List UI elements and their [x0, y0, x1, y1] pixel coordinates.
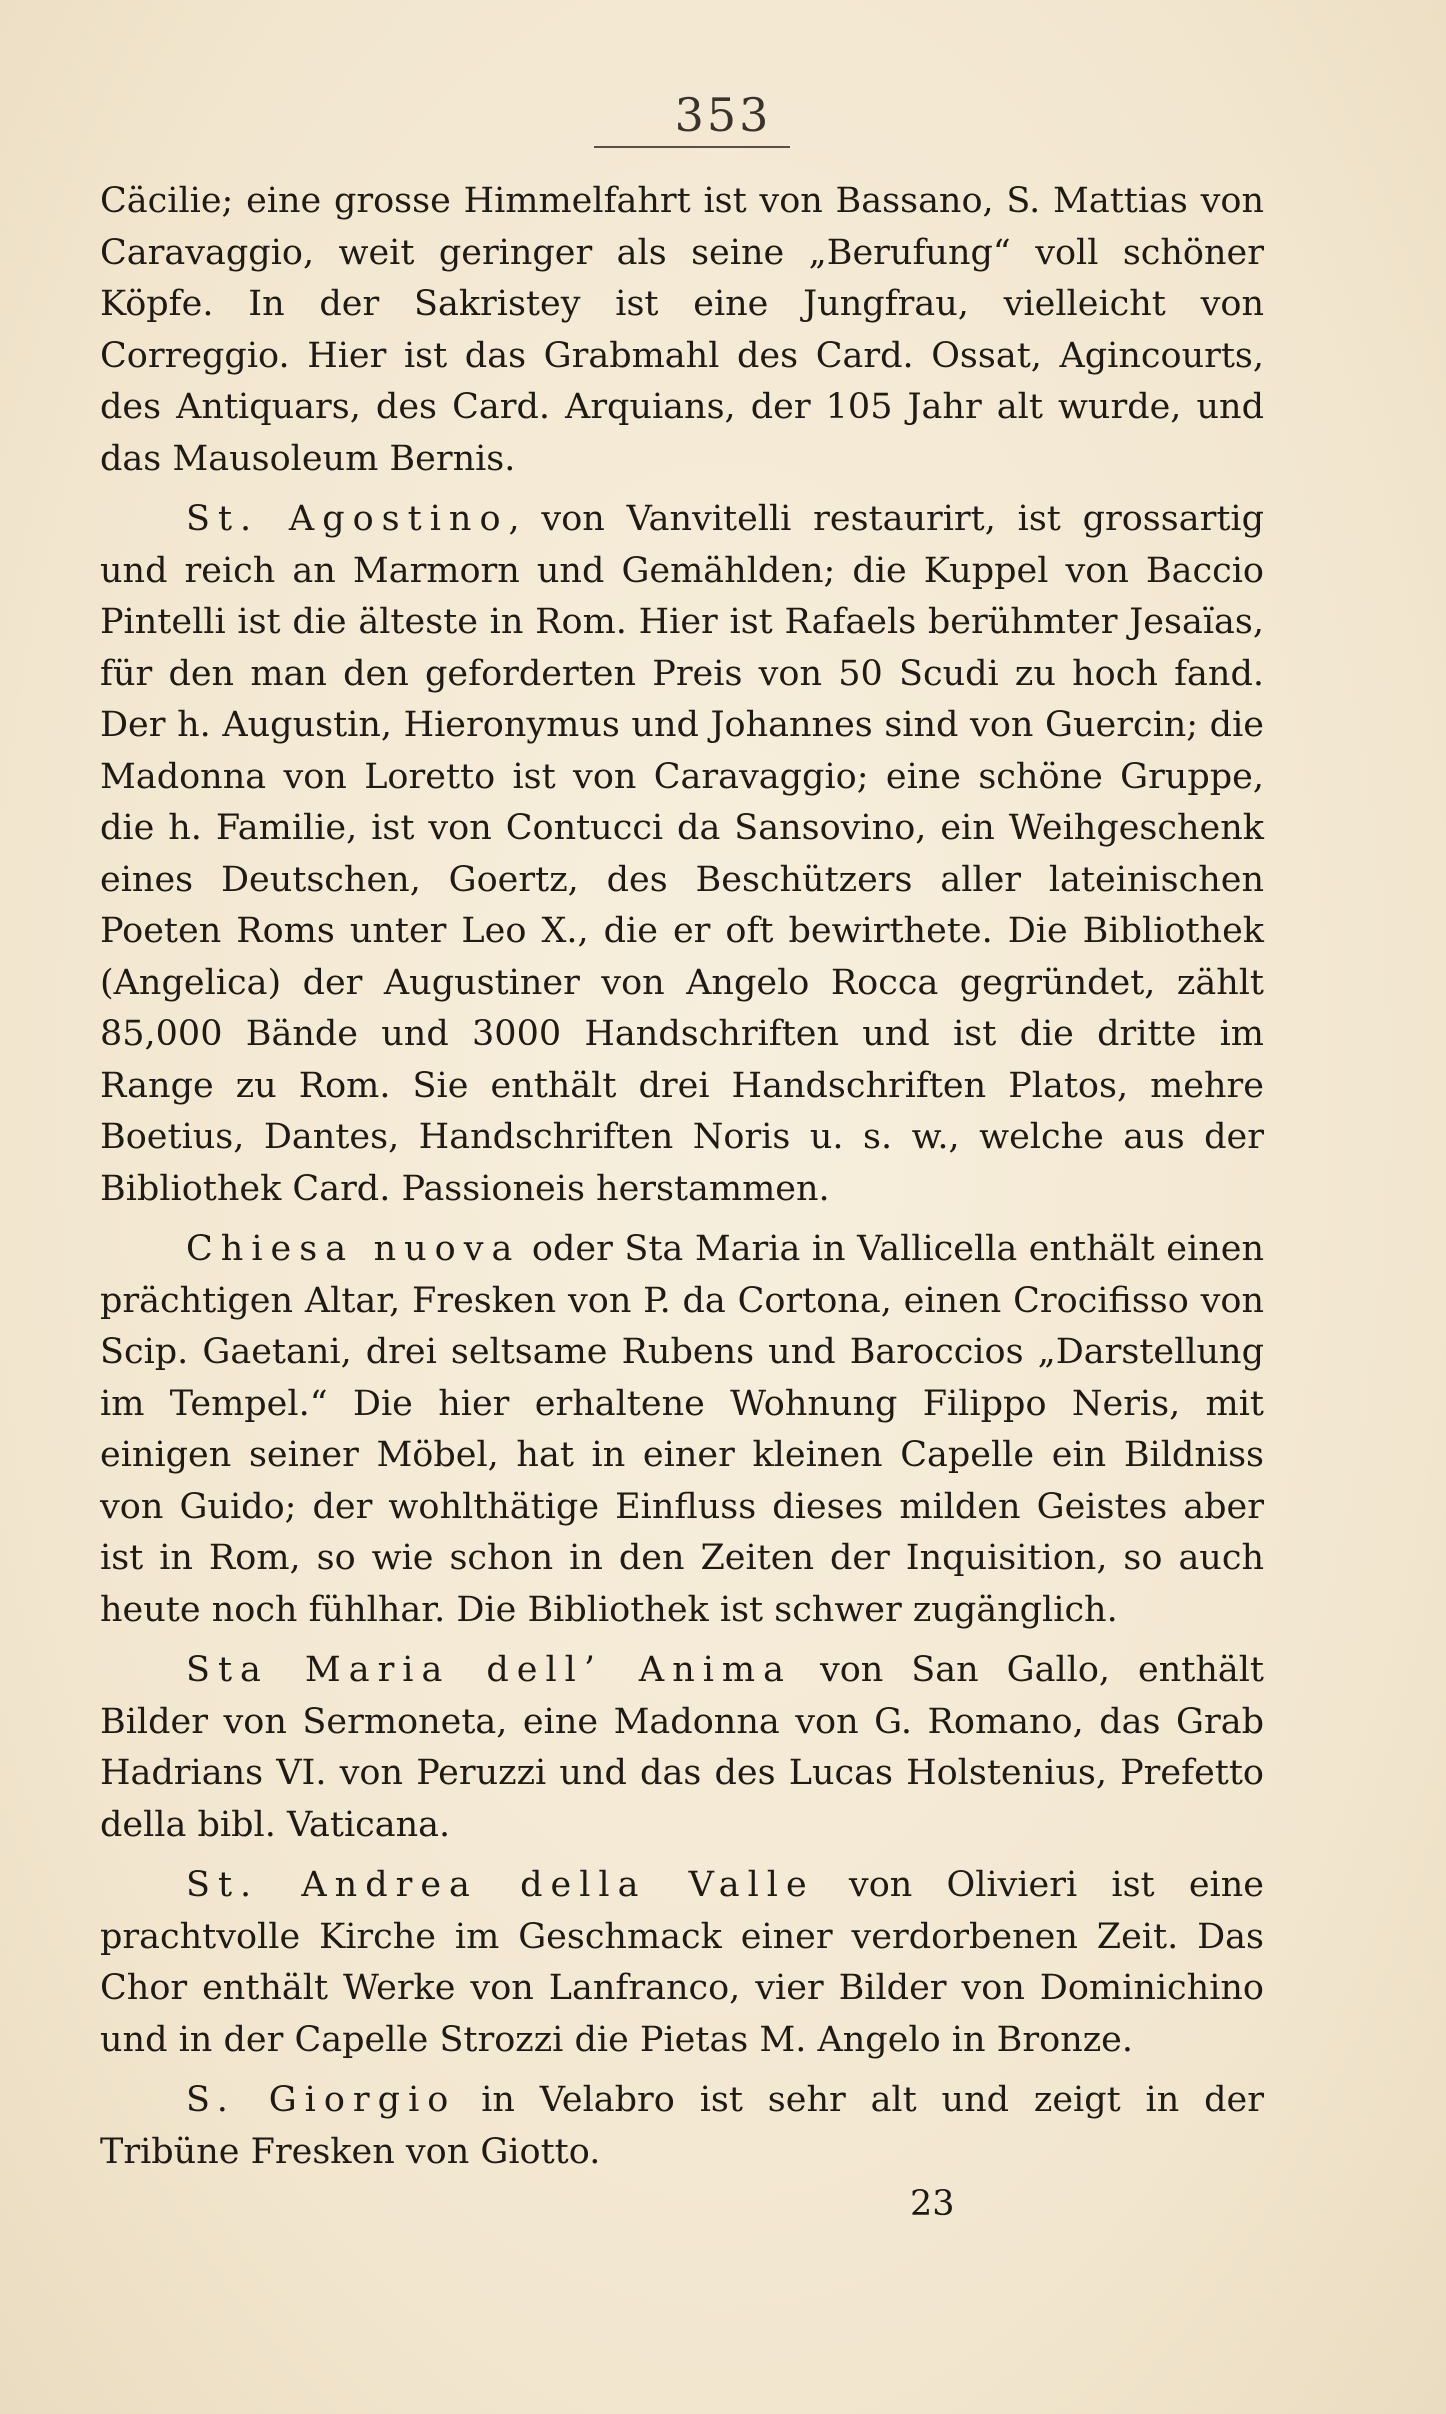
paragraph-3-text: oder Sta Maria in Vallicella enthält einen prächtigen Altar, Fresken von P. da Cortona, einen Crocifisso von Scip. Gaetani, drei seltsame Rubens und Baroccios „Darstellung im Tempel.“ Die hier erhaltene Wohnung Filippo Neris, mit einigen seiner Möbel, hat in einer kleinen Capelle ein Bildniss von Guido; der wohlthätige Einfluss dieses milden Geistes aber ist in Rom, so wie schon in den Zeiten der Inquisition, so auch heute noch fühlhar. Die Bibliothek ist schwer zugänglich. [100, 1229, 1264, 1630]
paragraph-6-lead: S. Giorgio [186, 2080, 457, 2120]
paragraph-6 [100, 2075, 1264, 2178]
paragraph-5-lead: St. Andrea della Valle [186, 1865, 815, 1905]
paragraph-4-text: von San Gallo, enthält Bilder von Sermoneta, eine Madonna von G. Romano, das Grab Hadrians VI. von Peruzzi und das des Lucas Holstenius, Prefetto della bibl. Vaticana. [100, 1650, 1264, 1845]
header-rule [594, 146, 790, 148]
paragraph-2 [100, 494, 1264, 1215]
paragraph-3 [100, 1224, 1264, 1636]
body-text [100, 176, 1264, 2187]
paragraph-5-text: von Olivieri ist eine prachtvolle Kirche im Geschmack einer verdorbenen Zeit. Das Chor enthält Werke von Lanfranco, vier Bilder von Dominichino und in der Capelle Strozzi die Pietas M. Angelo in Bronze. [100, 1865, 1264, 2060]
paragraph-4 [100, 1645, 1264, 1851]
paragraph-6-text: in Velabro ist sehr alt und zeigt in der Tribüne Fresken von Giotto. [100, 2080, 1265, 2172]
page-number: 353 [674, 88, 772, 142]
paragraph-2-lead: St. Agostino [186, 499, 509, 539]
paragraph-2-text: , von Vanvitelli restaurirt, ist grossartig und reich an Marmorn und Gemählden; die Kuppel von Baccio Pintelli ist die älteste in Rom. Hier ist Rafaels berühmter Jesaïas, für den man den geforderten Preis von 50 Scudi zu hoch fand. Der h. Augustin, Hieronymus und Johannes sind von Guercin; die Madonna von Loretto ist von Caravaggio; eine schöne Gruppe, die h. Familie, ist von Contucci da Sansovino, ein Weihgeschenk eines Deutschen, Goertz, des Beschützers aller lateinischen Poeten Roms unter Leo X., die er oft bewirthete. Die Bibliothek (Angelica) der Augustiner von Angelo Rocca gegründet, zählt 85,000 Bände und 3000 Handschriften und ist die dritte im Range zu Rom. Sie enthält drei Handschriften Platos, mehre Boetius, Dantes, Handschriften Noris u. s. w., welche aus der Bibliothek Card. Passioneis herstammen. [100, 499, 1264, 1209]
paragraph-3-lead: Chiesa nuova [186, 1229, 521, 1269]
signature-mark: 23 [910, 2184, 955, 2224]
paragraph-5 [100, 1860, 1264, 2066]
paragraph-1 [100, 176, 1264, 485]
paragraph-1-text: Cäcilie; eine grosse Himmelfahrt ist von Bassano, S. Mattias von Caravaggio, weit geringer als seine „Berufung“ voll schöner Köpfe. In der Sakristey ist eine Jungfrau, vielleicht von Correggio. Hier ist das Grabmahl des Card. Ossat, Agincourts, des Antiquars, des Card. Arquians, der 105 Jahr alt wurde, und das Mausoleum Bernis. [100, 181, 1264, 479]
paragraph-4-lead: Sta Maria dell’ Anima [186, 1650, 792, 1690]
